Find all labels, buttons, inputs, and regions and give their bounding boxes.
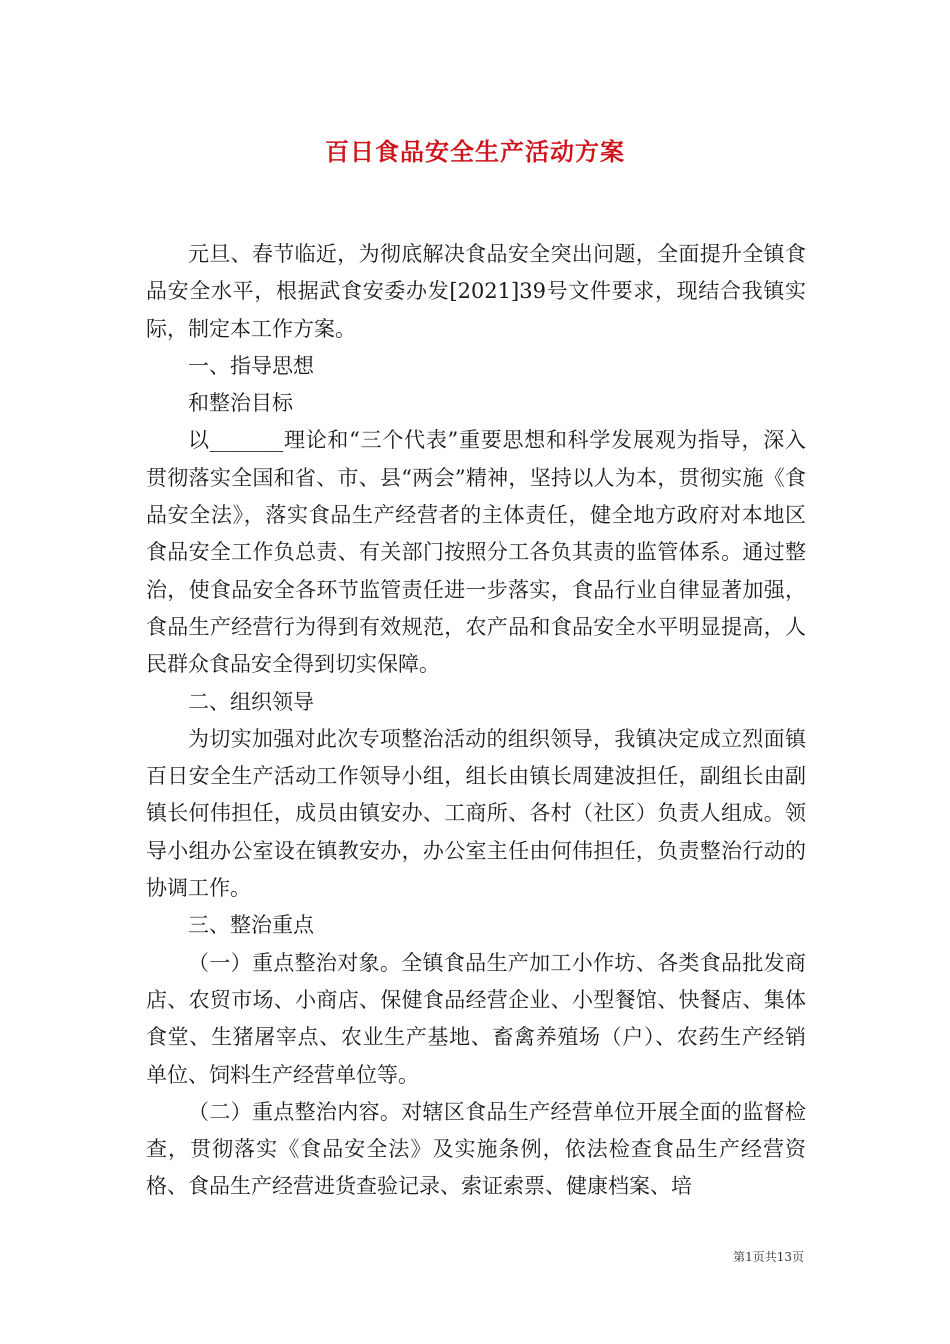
paragraph-organization: 为切实加强对此次专项整治活动的组织领导，我镇决定成立烈面镇百日安全生产活动工作领导小组，组长由镇长周建波担任，副组长由副镇长何伟担任，成员由镇安办、工商所、各村（社区）负责人组成。领导小组办公室设在镇教安办，办公室主任由何伟担任，负责整治行动的协调工作。 bbox=[146, 726, 806, 901]
document-title: 百日食品安全生产活动方案 bbox=[325, 137, 625, 166]
heading-guiding-ideology: 一、指导思想 bbox=[188, 353, 314, 378]
paragraph-guiding-ideology: 以_______理论和“三个代表”重要思想和科学发展观为指导，深入贯彻落实全国和省、市、县“两会”精神，坚持以人为本，贯彻实施《食品安全法》，落实食品生产经营者的主体责任，健全地方政府对本地区食品安全工作负总责、有关部门按照分工各负其责的监管体系。通过整治，使食品安全各环节监管责任进一步落实，食品行业自律显著加强，食品生产经营行为得到有效规范，农产品和食品安全水平明显提高，人民群众食品安全得到切实保障。 bbox=[146, 428, 806, 677]
paragraph-intro: 元旦、春节临近，为彻底解决食品安全突出问题，全面提升全镇食品安全水平，根据武食安委办发[2021]39号文件要求，现结合我镇实际，制定本工作方案。 bbox=[146, 242, 806, 341]
paragraph-key-content: （二）重点整治内容。对辖区食品生产经营单位开展全面的监督检查，贯彻落实《食品安全法》及实施条例，依法检查食品生产经营资格、食品生产经营进货查验记录、索证索票、健康档案、培 bbox=[146, 1099, 806, 1199]
page-indicator: 第1页共13页 bbox=[733, 1250, 804, 1264]
paragraph-key-targets: （一）重点整治对象。全镇食品生产加工小作坊、各类食品批发商店、农贸市场、小商店、保健食品经营企业、小型餐馆、快餐店、集体食堂、生猪屠宰点、农业生产基地、畜禽养殖场（户）、农药生产经销单位、饲料生产经营单位等。 bbox=[146, 950, 806, 1087]
heading-goals: 和整治目标 bbox=[188, 391, 293, 416]
heading-organization: 二、组织领导 bbox=[188, 689, 314, 714]
document-body bbox=[146, 236, 806, 1206]
heading-key-points: 三、整治重点 bbox=[188, 913, 314, 938]
